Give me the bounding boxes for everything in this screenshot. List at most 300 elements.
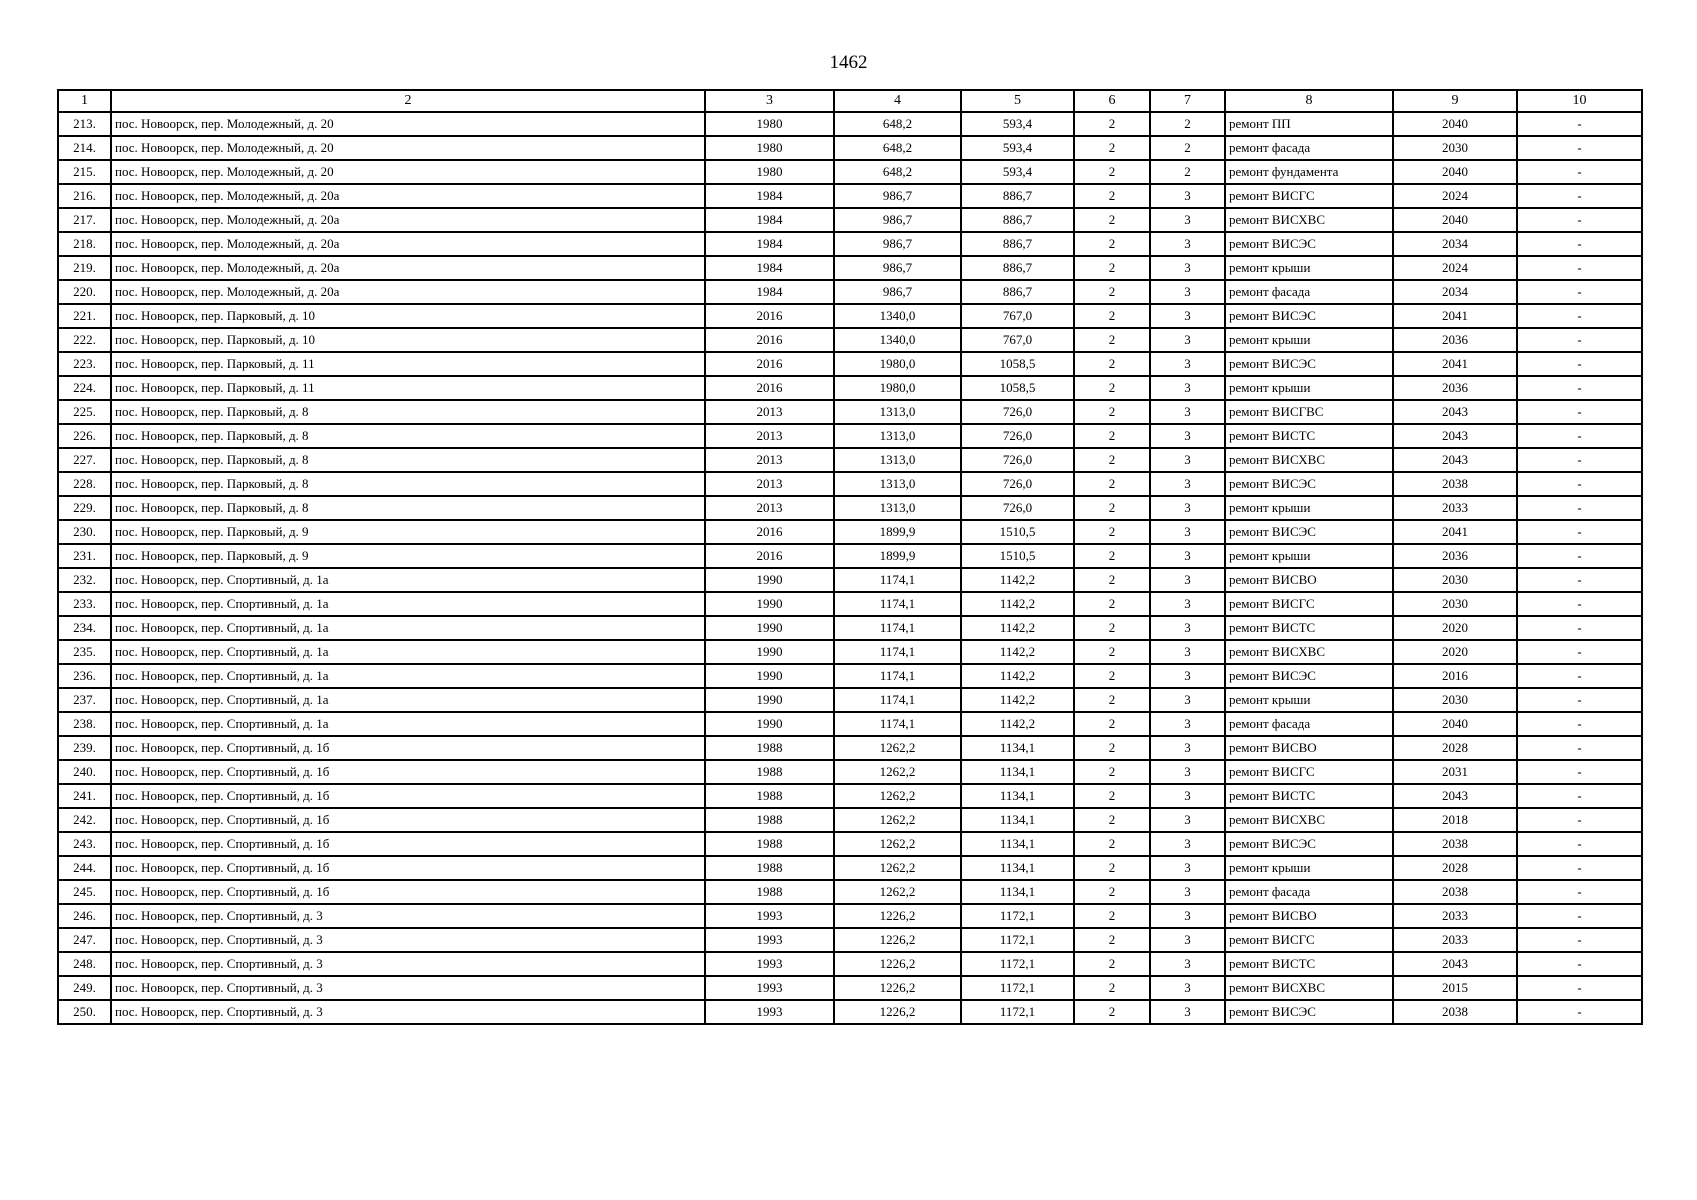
total-area-cell: 1313,0 bbox=[834, 448, 961, 472]
living-area-cell: 1142,2 bbox=[961, 664, 1074, 688]
row-number-cell: 224. bbox=[58, 376, 111, 400]
entrances-cell: 3 bbox=[1150, 400, 1225, 424]
work-type-cell: ремонт ВИСХВС bbox=[1225, 640, 1393, 664]
work-type-cell: ремонт ВИСГВС bbox=[1225, 400, 1393, 424]
address-cell: пос. Новоорск, пер. Молодежный, д. 20а bbox=[111, 280, 705, 304]
table-row bbox=[58, 160, 1642, 184]
planned-year-cell: 2038 bbox=[1393, 880, 1517, 904]
living-area-cell: 1134,1 bbox=[961, 832, 1074, 856]
year-cell: 1988 bbox=[705, 808, 834, 832]
note-cell: - bbox=[1517, 424, 1642, 448]
address-cell: пос. Новоорск, пер. Парковый, д. 8 bbox=[111, 472, 705, 496]
header-cell: 7 bbox=[1150, 90, 1225, 112]
row-number-cell: 246. bbox=[58, 904, 111, 928]
year-cell: 2016 bbox=[705, 328, 834, 352]
living-area-cell: 1172,1 bbox=[961, 1000, 1074, 1024]
floors-cell: 2 bbox=[1074, 376, 1150, 400]
entrances-cell: 3 bbox=[1150, 880, 1225, 904]
living-area-cell: 726,0 bbox=[961, 448, 1074, 472]
entrances-cell: 3 bbox=[1150, 1000, 1225, 1024]
entrances-cell: 3 bbox=[1150, 784, 1225, 808]
total-area-cell: 1262,2 bbox=[834, 880, 961, 904]
total-area-cell: 1262,2 bbox=[834, 736, 961, 760]
total-area-cell: 1174,1 bbox=[834, 640, 961, 664]
address-cell: пос. Новоорск, пер. Парковый, д. 10 bbox=[111, 328, 705, 352]
living-area-cell: 1142,2 bbox=[961, 568, 1074, 592]
total-area-cell: 1313,0 bbox=[834, 496, 961, 520]
entrances-cell: 3 bbox=[1150, 856, 1225, 880]
floors-cell: 2 bbox=[1074, 520, 1150, 544]
note-cell: - bbox=[1517, 1000, 1642, 1024]
note-cell: - bbox=[1517, 328, 1642, 352]
table-row bbox=[58, 424, 1642, 448]
note-cell: - bbox=[1517, 568, 1642, 592]
floors-cell: 2 bbox=[1074, 448, 1150, 472]
floors-cell: 2 bbox=[1074, 832, 1150, 856]
year-cell: 1990 bbox=[705, 712, 834, 736]
work-type-cell: ремонт фасада bbox=[1225, 712, 1393, 736]
living-area-cell: 593,4 bbox=[961, 160, 1074, 184]
address-cell: пос. Новоорск, пер. Спортивный, д. 3 bbox=[111, 928, 705, 952]
work-type-cell: ремонт ВИСТС bbox=[1225, 952, 1393, 976]
row-number-cell: 231. bbox=[58, 544, 111, 568]
year-cell: 1993 bbox=[705, 976, 834, 1000]
planned-year-cell: 2043 bbox=[1393, 400, 1517, 424]
table-row bbox=[58, 784, 1642, 808]
table-row bbox=[58, 544, 1642, 568]
entrances-cell: 3 bbox=[1150, 928, 1225, 952]
entrances-cell: 3 bbox=[1150, 280, 1225, 304]
planned-year-cell: 2030 bbox=[1393, 592, 1517, 616]
note-cell: - bbox=[1517, 544, 1642, 568]
living-area-cell: 726,0 bbox=[961, 400, 1074, 424]
entrances-cell: 3 bbox=[1150, 664, 1225, 688]
living-area-cell: 1510,5 bbox=[961, 520, 1074, 544]
table-row bbox=[58, 352, 1642, 376]
row-number-cell: 226. bbox=[58, 424, 111, 448]
note-cell: - bbox=[1517, 592, 1642, 616]
row-number-cell: 242. bbox=[58, 808, 111, 832]
row-number-cell: 245. bbox=[58, 880, 111, 904]
total-area-cell: 986,7 bbox=[834, 256, 961, 280]
note-cell: - bbox=[1517, 376, 1642, 400]
total-area-cell: 1174,1 bbox=[834, 616, 961, 640]
work-type-cell: ремонт крыши bbox=[1225, 256, 1393, 280]
work-type-cell: ремонт ВИСТС bbox=[1225, 424, 1393, 448]
total-area-cell: 1313,0 bbox=[834, 400, 961, 424]
total-area-cell: 1174,1 bbox=[834, 568, 961, 592]
table-row bbox=[58, 760, 1642, 784]
total-area-cell: 1174,1 bbox=[834, 592, 961, 616]
planned-year-cell: 2043 bbox=[1393, 952, 1517, 976]
table-row bbox=[58, 184, 1642, 208]
work-type-cell: ремонт ВИСТС bbox=[1225, 784, 1393, 808]
table-row bbox=[58, 616, 1642, 640]
header-row bbox=[58, 90, 1642, 112]
note-cell: - bbox=[1517, 688, 1642, 712]
row-number-cell: 238. bbox=[58, 712, 111, 736]
floors-cell: 2 bbox=[1074, 304, 1150, 328]
address-cell: пос. Новоорск, пер. Спортивный, д. 1а bbox=[111, 616, 705, 640]
note-cell: - bbox=[1517, 808, 1642, 832]
planned-year-cell: 2040 bbox=[1393, 208, 1517, 232]
floors-cell: 2 bbox=[1074, 592, 1150, 616]
planned-year-cell: 2043 bbox=[1393, 448, 1517, 472]
entrances-cell: 3 bbox=[1150, 472, 1225, 496]
living-area-cell: 886,7 bbox=[961, 256, 1074, 280]
work-type-cell: ремонт ВИСВО bbox=[1225, 568, 1393, 592]
table-body bbox=[58, 112, 1642, 1024]
note-cell: - bbox=[1517, 928, 1642, 952]
floors-cell: 2 bbox=[1074, 760, 1150, 784]
note-cell: - bbox=[1517, 184, 1642, 208]
total-area-cell: 1340,0 bbox=[834, 304, 961, 328]
address-cell: пос. Новоорск, пер. Спортивный, д. 1б bbox=[111, 760, 705, 784]
planned-year-cell: 2020 bbox=[1393, 616, 1517, 640]
year-cell: 2013 bbox=[705, 400, 834, 424]
address-cell: пос. Новоорск, пер. Спортивный, д. 1а bbox=[111, 592, 705, 616]
work-type-cell: ремонт ВИСЭС bbox=[1225, 304, 1393, 328]
entrances-cell: 3 bbox=[1150, 256, 1225, 280]
living-area-cell: 886,7 bbox=[961, 184, 1074, 208]
note-cell: - bbox=[1517, 856, 1642, 880]
note-cell: - bbox=[1517, 496, 1642, 520]
planned-year-cell: 2028 bbox=[1393, 856, 1517, 880]
note-cell: - bbox=[1517, 232, 1642, 256]
address-cell: пос. Новоорск, пер. Спортивный, д. 3 bbox=[111, 1000, 705, 1024]
planned-year-cell: 2038 bbox=[1393, 472, 1517, 496]
floors-cell: 2 bbox=[1074, 640, 1150, 664]
planned-year-cell: 2040 bbox=[1393, 112, 1517, 136]
living-area-cell: 1142,2 bbox=[961, 688, 1074, 712]
year-cell: 1993 bbox=[705, 952, 834, 976]
entrances-cell: 3 bbox=[1150, 640, 1225, 664]
floors-cell: 2 bbox=[1074, 472, 1150, 496]
row-number-cell: 235. bbox=[58, 640, 111, 664]
table-row bbox=[58, 400, 1642, 424]
year-cell: 1990 bbox=[705, 568, 834, 592]
note-cell: - bbox=[1517, 640, 1642, 664]
planned-year-cell: 2036 bbox=[1393, 544, 1517, 568]
address-cell: пос. Новоорск, пер. Парковый, д. 8 bbox=[111, 400, 705, 424]
year-cell: 1984 bbox=[705, 280, 834, 304]
year-cell: 1980 bbox=[705, 112, 834, 136]
planned-year-cell: 2030 bbox=[1393, 568, 1517, 592]
row-number-cell: 241. bbox=[58, 784, 111, 808]
row-number-cell: 239. bbox=[58, 736, 111, 760]
table-row bbox=[58, 808, 1642, 832]
entrances-cell: 2 bbox=[1150, 112, 1225, 136]
table-row bbox=[58, 976, 1642, 1000]
entrances-cell: 3 bbox=[1150, 448, 1225, 472]
living-area-cell: 726,0 bbox=[961, 424, 1074, 448]
address-cell: пос. Новоорск, пер. Спортивный, д. 1а bbox=[111, 712, 705, 736]
floors-cell: 2 bbox=[1074, 136, 1150, 160]
total-area-cell: 648,2 bbox=[834, 160, 961, 184]
floors-cell: 2 bbox=[1074, 952, 1150, 976]
address-cell: пос. Новоорск, пер. Парковый, д. 8 bbox=[111, 424, 705, 448]
living-area-cell: 1134,1 bbox=[961, 760, 1074, 784]
entrances-cell: 3 bbox=[1150, 712, 1225, 736]
address-cell: пос. Новоорск, пер. Спортивный, д. 1а bbox=[111, 688, 705, 712]
row-number-cell: 215. bbox=[58, 160, 111, 184]
floors-cell: 2 bbox=[1074, 496, 1150, 520]
entrances-cell: 3 bbox=[1150, 424, 1225, 448]
entrances-cell: 3 bbox=[1150, 232, 1225, 256]
planned-year-cell: 2038 bbox=[1393, 832, 1517, 856]
header-cell: 6 bbox=[1074, 90, 1150, 112]
planned-year-cell: 2041 bbox=[1393, 304, 1517, 328]
table-row bbox=[58, 640, 1642, 664]
planned-year-cell: 2028 bbox=[1393, 736, 1517, 760]
floors-cell: 2 bbox=[1074, 208, 1150, 232]
row-number-cell: 233. bbox=[58, 592, 111, 616]
entrances-cell: 3 bbox=[1150, 808, 1225, 832]
address-cell: пос. Новоорск, пер. Парковый, д. 8 bbox=[111, 448, 705, 472]
entrances-cell: 2 bbox=[1150, 136, 1225, 160]
floors-cell: 2 bbox=[1074, 880, 1150, 904]
address-cell: пос. Новоорск, пер. Парковый, д. 10 bbox=[111, 304, 705, 328]
living-area-cell: 1134,1 bbox=[961, 808, 1074, 832]
total-area-cell: 1899,9 bbox=[834, 544, 961, 568]
year-cell: 1988 bbox=[705, 736, 834, 760]
planned-year-cell: 2041 bbox=[1393, 352, 1517, 376]
year-cell: 1984 bbox=[705, 232, 834, 256]
entrances-cell: 3 bbox=[1150, 760, 1225, 784]
work-type-cell: ремонт ПП bbox=[1225, 112, 1393, 136]
total-area-cell: 1262,2 bbox=[834, 856, 961, 880]
living-area-cell: 1134,1 bbox=[961, 736, 1074, 760]
address-cell: пос. Новоорск, пер. Спортивный, д. 1б bbox=[111, 808, 705, 832]
floors-cell: 2 bbox=[1074, 664, 1150, 688]
table-row bbox=[58, 520, 1642, 544]
header-cell: 5 bbox=[961, 90, 1074, 112]
total-area-cell: 1262,2 bbox=[834, 760, 961, 784]
living-area-cell: 886,7 bbox=[961, 208, 1074, 232]
work-type-cell: ремонт ВИСГС bbox=[1225, 760, 1393, 784]
floors-cell: 2 bbox=[1074, 184, 1150, 208]
work-type-cell: ремонт ВИСГС bbox=[1225, 928, 1393, 952]
note-cell: - bbox=[1517, 448, 1642, 472]
year-cell: 2016 bbox=[705, 544, 834, 568]
year-cell: 1988 bbox=[705, 856, 834, 880]
living-area-cell: 1172,1 bbox=[961, 904, 1074, 928]
living-area-cell: 1172,1 bbox=[961, 952, 1074, 976]
planned-year-cell: 2024 bbox=[1393, 256, 1517, 280]
living-area-cell: 726,0 bbox=[961, 496, 1074, 520]
table-row bbox=[58, 232, 1642, 256]
work-type-cell: ремонт ВИСВО bbox=[1225, 904, 1393, 928]
header-cell: 8 bbox=[1225, 90, 1393, 112]
table-row bbox=[58, 136, 1642, 160]
work-type-cell: ремонт ВИСГС bbox=[1225, 592, 1393, 616]
address-cell: пос. Новоорск, пер. Парковый, д. 8 bbox=[111, 496, 705, 520]
living-area-cell: 1058,5 bbox=[961, 376, 1074, 400]
living-area-cell: 767,0 bbox=[961, 304, 1074, 328]
row-number-cell: 223. bbox=[58, 352, 111, 376]
work-type-cell: ремонт ВИСЭС bbox=[1225, 1000, 1393, 1024]
floors-cell: 2 bbox=[1074, 904, 1150, 928]
row-number-cell: 247. bbox=[58, 928, 111, 952]
living-area-cell: 726,0 bbox=[961, 472, 1074, 496]
note-cell: - bbox=[1517, 760, 1642, 784]
living-area-cell: 1058,5 bbox=[961, 352, 1074, 376]
work-type-cell: ремонт ВИСХВС bbox=[1225, 808, 1393, 832]
year-cell: 1990 bbox=[705, 592, 834, 616]
floors-cell: 2 bbox=[1074, 544, 1150, 568]
living-area-cell: 1172,1 bbox=[961, 928, 1074, 952]
year-cell: 2013 bbox=[705, 448, 834, 472]
work-type-cell: ремонт крыши bbox=[1225, 544, 1393, 568]
table-row bbox=[58, 1000, 1642, 1024]
work-type-cell: ремонт ВИСВО bbox=[1225, 736, 1393, 760]
header-cell: 9 bbox=[1393, 90, 1517, 112]
entrances-cell: 3 bbox=[1150, 208, 1225, 232]
total-area-cell: 1174,1 bbox=[834, 712, 961, 736]
total-area-cell: 1899,9 bbox=[834, 520, 961, 544]
table-row bbox=[58, 904, 1642, 928]
note-cell: - bbox=[1517, 736, 1642, 760]
planned-year-cell: 2016 bbox=[1393, 664, 1517, 688]
year-cell: 1993 bbox=[705, 928, 834, 952]
floors-cell: 2 bbox=[1074, 280, 1150, 304]
year-cell: 1988 bbox=[705, 880, 834, 904]
total-area-cell: 986,7 bbox=[834, 232, 961, 256]
header-cell: 2 bbox=[111, 90, 705, 112]
entrances-cell: 3 bbox=[1150, 376, 1225, 400]
work-type-cell: ремонт ВИСХВС bbox=[1225, 976, 1393, 1000]
address-cell: пос. Новоорск, пер. Молодежный, д. 20 bbox=[111, 112, 705, 136]
header-cell: 1 bbox=[58, 90, 111, 112]
row-number-cell: 234. bbox=[58, 616, 111, 640]
total-area-cell: 1980,0 bbox=[834, 376, 961, 400]
work-type-cell: ремонт крыши bbox=[1225, 496, 1393, 520]
planned-year-cell: 2040 bbox=[1393, 160, 1517, 184]
work-type-cell: ремонт крыши bbox=[1225, 328, 1393, 352]
total-area-cell: 986,7 bbox=[834, 184, 961, 208]
living-area-cell: 593,4 bbox=[961, 112, 1074, 136]
living-area-cell: 1142,2 bbox=[961, 712, 1074, 736]
entrances-cell: 3 bbox=[1150, 688, 1225, 712]
entrances-cell: 2 bbox=[1150, 160, 1225, 184]
floors-cell: 2 bbox=[1074, 160, 1150, 184]
header-cell: 10 bbox=[1517, 90, 1642, 112]
row-number-cell: 214. bbox=[58, 136, 111, 160]
planned-year-cell: 2041 bbox=[1393, 520, 1517, 544]
address-cell: пос. Новоорск, пер. Парковый, д. 9 bbox=[111, 544, 705, 568]
year-cell: 1990 bbox=[705, 688, 834, 712]
address-cell: пос. Новоорск, пер. Парковый, д. 11 bbox=[111, 376, 705, 400]
page-number: 1462 bbox=[829, 52, 868, 73]
table-row bbox=[58, 496, 1642, 520]
floors-cell: 2 bbox=[1074, 688, 1150, 712]
year-cell: 2016 bbox=[705, 352, 834, 376]
total-area-cell: 1313,0 bbox=[834, 472, 961, 496]
living-area-cell: 1142,2 bbox=[961, 640, 1074, 664]
planned-year-cell: 2024 bbox=[1393, 184, 1517, 208]
floors-cell: 2 bbox=[1074, 712, 1150, 736]
planned-year-cell: 2018 bbox=[1393, 808, 1517, 832]
work-type-cell: ремонт ВИСХВС bbox=[1225, 448, 1393, 472]
floors-cell: 2 bbox=[1074, 328, 1150, 352]
note-cell: - bbox=[1517, 832, 1642, 856]
work-type-cell: ремонт крыши bbox=[1225, 376, 1393, 400]
total-area-cell: 1262,2 bbox=[834, 808, 961, 832]
planned-year-cell: 2015 bbox=[1393, 976, 1517, 1000]
row-number-cell: 213. bbox=[58, 112, 111, 136]
year-cell: 2013 bbox=[705, 472, 834, 496]
floors-cell: 2 bbox=[1074, 568, 1150, 592]
planned-year-cell: 2036 bbox=[1393, 376, 1517, 400]
year-cell: 1990 bbox=[705, 640, 834, 664]
table-row bbox=[58, 664, 1642, 688]
row-number-cell: 237. bbox=[58, 688, 111, 712]
entrances-cell: 3 bbox=[1150, 544, 1225, 568]
entrances-cell: 3 bbox=[1150, 592, 1225, 616]
row-number-cell: 222. bbox=[58, 328, 111, 352]
address-cell: пос. Новоорск, пер. Спортивный, д. 1б bbox=[111, 832, 705, 856]
year-cell: 2013 bbox=[705, 496, 834, 520]
address-cell: пос. Новоорск, пер. Парковый, д. 9 bbox=[111, 520, 705, 544]
year-cell: 1990 bbox=[705, 664, 834, 688]
total-area-cell: 1262,2 bbox=[834, 832, 961, 856]
floors-cell: 2 bbox=[1074, 232, 1150, 256]
row-number-cell: 219. bbox=[58, 256, 111, 280]
address-cell: пос. Новоорск, пер. Спортивный, д. 1б bbox=[111, 856, 705, 880]
work-type-cell: ремонт ВИСЭС bbox=[1225, 232, 1393, 256]
header-cell: 3 bbox=[705, 90, 834, 112]
work-type-cell: ремонт фундамента bbox=[1225, 160, 1393, 184]
address-cell: пос. Новоорск, пер. Молодежный, д. 20а bbox=[111, 256, 705, 280]
row-number-cell: 236. bbox=[58, 664, 111, 688]
table-row bbox=[58, 856, 1642, 880]
note-cell: - bbox=[1517, 880, 1642, 904]
entrances-cell: 3 bbox=[1150, 568, 1225, 592]
row-number-cell: 220. bbox=[58, 280, 111, 304]
entrances-cell: 3 bbox=[1150, 496, 1225, 520]
address-cell: пос. Новоорск, пер. Спортивный, д. 1б bbox=[111, 736, 705, 760]
planned-year-cell: 2031 bbox=[1393, 760, 1517, 784]
row-number-cell: 218. bbox=[58, 232, 111, 256]
living-area-cell: 1142,2 bbox=[961, 592, 1074, 616]
floors-cell: 2 bbox=[1074, 1000, 1150, 1024]
living-area-cell: 1134,1 bbox=[961, 784, 1074, 808]
floors-cell: 2 bbox=[1074, 616, 1150, 640]
total-area-cell: 1226,2 bbox=[834, 928, 961, 952]
floors-cell: 2 bbox=[1074, 976, 1150, 1000]
address-cell: пос. Новоорск, пер. Спортивный, д. 1а bbox=[111, 640, 705, 664]
work-type-cell: ремонт ВИСТС bbox=[1225, 616, 1393, 640]
living-area-cell: 886,7 bbox=[961, 280, 1074, 304]
living-area-cell: 767,0 bbox=[961, 328, 1074, 352]
total-area-cell: 1174,1 bbox=[834, 688, 961, 712]
year-cell: 1988 bbox=[705, 832, 834, 856]
address-cell: пос. Новоорск, пер. Парковый, д. 11 bbox=[111, 352, 705, 376]
note-cell: - bbox=[1517, 472, 1642, 496]
planned-year-cell: 2034 bbox=[1393, 232, 1517, 256]
table-row bbox=[58, 880, 1642, 904]
note-cell: - bbox=[1517, 352, 1642, 376]
address-cell: пос. Новоорск, пер. Спортивный, д. 3 bbox=[111, 904, 705, 928]
work-type-cell: ремонт ВИСЭС bbox=[1225, 520, 1393, 544]
table-row bbox=[58, 928, 1642, 952]
planned-year-cell: 2040 bbox=[1393, 712, 1517, 736]
planned-year-cell: 2043 bbox=[1393, 424, 1517, 448]
repair-schedule-table bbox=[57, 89, 1643, 1025]
address-cell: пос. Новоорск, пер. Молодежный, д. 20а bbox=[111, 232, 705, 256]
total-area-cell: 986,7 bbox=[834, 280, 961, 304]
entrances-cell: 3 bbox=[1150, 352, 1225, 376]
